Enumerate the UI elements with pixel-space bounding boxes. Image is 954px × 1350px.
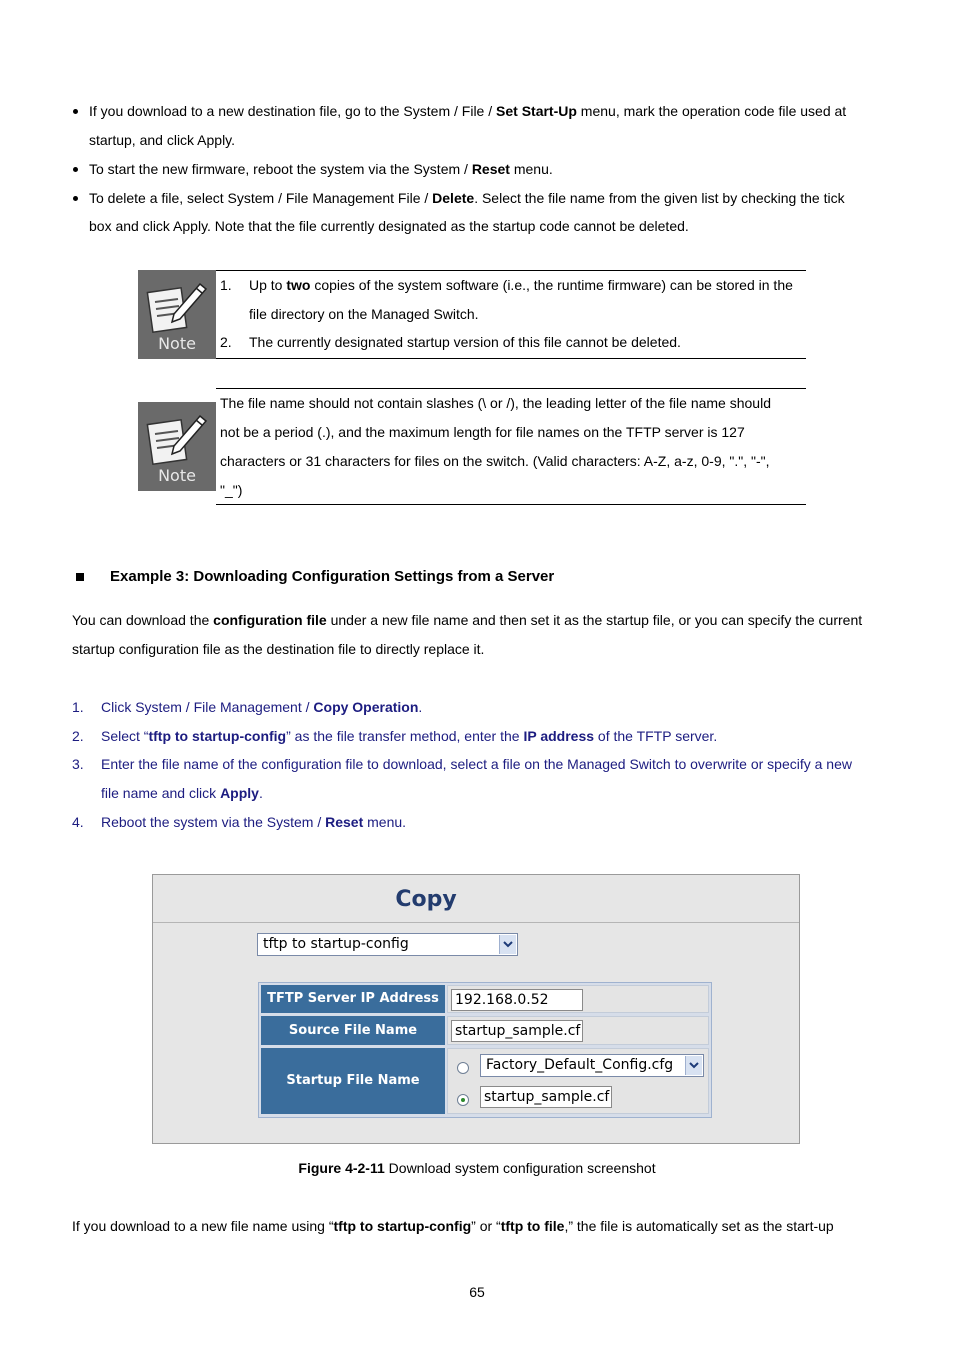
chevron-down-icon[interactable] [499, 935, 516, 954]
step-2-num: 2. [72, 728, 84, 744]
startup-option-select-radio[interactable] [457, 1062, 469, 1074]
note1-item-1-line2: file directory on the Managed Switch. [249, 306, 479, 322]
note-bottom-rule [216, 504, 806, 505]
bullet-dot [73, 196, 78, 201]
step-3-line1: Enter the file name of the configuration file to download, select a file on the Managed Switch to overwrite or specify a new [101, 756, 852, 772]
bullet-1-line1: If you download to a new destination file, go to the System / File / Set Start-Up menu, mark the operation code file used at [89, 103, 847, 119]
radio-selected-dot [461, 1098, 465, 1102]
footer-paragraph: If you download to a new file name using “tftp to startup-config” or “tftp to file,” the file is automatically set as the start-up [72, 1218, 834, 1234]
tftp-server-ip-cell [447, 985, 709, 1013]
notepad-pencil-icon [138, 270, 216, 340]
startup-file-name-input[interactable]: startup_sample.cf [480, 1086, 612, 1108]
chevron-down-icon[interactable] [685, 1056, 702, 1075]
intro-line1: You can download the configuration file under a new file name and then set it as the startup file, or you can specify the current [72, 612, 863, 628]
step-4: Reboot the system via the System / Reset menu. [101, 814, 407, 830]
step-1-num: 1. [72, 699, 84, 715]
note1-item-1-line1: Up to two copies of the system software (i.e., the runtime firmware) can be stored in the [249, 277, 793, 293]
section-heading: Example 3: Downloading Configuration Settings from a Server [110, 568, 555, 585]
startup-file-name-label: Startup File Name [261, 1048, 445, 1114]
intro-line2: startup configuration file as the destination file to directly replace it. [72, 641, 485, 657]
startup-file-name-cell [447, 1048, 709, 1114]
panel-header [153, 875, 799, 923]
startup-file-select-value: Factory_Default_Config.cfg [486, 1057, 674, 1073]
source-file-name-label: Source File Name [261, 1016, 445, 1045]
step-3-num: 3. [72, 756, 84, 772]
bullet-2-line1: To start the new firmware, reboot the system via the System / Reset menu. [89, 161, 553, 177]
transfer-method-value: tftp to startup-config [263, 936, 409, 952]
copy-form-table [258, 982, 712, 1118]
figure-caption: Figure 4-2-11 Download system configuration screenshot [298, 1160, 656, 1176]
note1-item-2-num: 2. [220, 334, 232, 350]
note2-line-1: The file name should not contain slashes (\ or /), the leading letter of the file name should [220, 395, 771, 411]
tftp-server-ip-label: TFTP Server IP Address [261, 985, 445, 1013]
note1-item-2: The currently designated startup version of this file cannot be deleted. [249, 334, 681, 350]
step-4-num: 4. [72, 814, 84, 830]
note2-line-4: "_") [220, 482, 243, 498]
note-icon [138, 270, 216, 359]
startup-file-select[interactable] [480, 1054, 704, 1077]
transfer-method-select[interactable] [257, 933, 518, 956]
note1-item-1-num: 1. [220, 277, 232, 293]
heading-square-bullet [76, 573, 84, 581]
source-file-name-cell [447, 1016, 709, 1045]
bullet-3-line1: To delete a file, select System / File Management File / Delete. Select the file name from the given list by checking the tick [89, 190, 845, 206]
note-label: Note [158, 466, 196, 485]
bullet-dot [73, 109, 78, 114]
notepad-pencil-icon [138, 402, 216, 472]
page-number: 65 [469, 1284, 485, 1300]
note-top-rule [216, 270, 806, 271]
copy-screenshot-panel [152, 874, 800, 1144]
tftp-server-ip-input[interactable]: 192.168.0.52 [451, 989, 583, 1011]
note-label: Note [158, 334, 196, 353]
bullet-1-line2: startup, and click Apply. [89, 132, 236, 148]
note2-line-2: not be a period (.), and the maximum length for file names on the TFTP server is 127 [220, 424, 745, 440]
note-bottom-rule [216, 358, 806, 359]
bullet-3-line2: box and click Apply. Note that the file currently designated as the startup code cannot be deleted. [89, 218, 689, 234]
note-icon [138, 402, 216, 491]
note2-line-3: characters or 31 characters for files on the switch. (Valid characters: A-Z, a-z, 0-9, ".", "-", [220, 453, 770, 469]
startup-option-input-radio[interactable] [457, 1094, 469, 1106]
step-3-line2: file name and click Apply. [101, 785, 263, 801]
note-top-rule [216, 388, 806, 389]
step-2: Select “tftp to startup-config” as the file transfer method, enter the IP address of the TFTP server. [101, 728, 718, 744]
panel-title: Copy [395, 887, 457, 912]
bullet-dot [73, 167, 78, 172]
step-1: Click System / File Management / Copy Operation. [101, 699, 423, 715]
source-file-name-input[interactable]: startup_sample.cf [451, 1020, 583, 1042]
